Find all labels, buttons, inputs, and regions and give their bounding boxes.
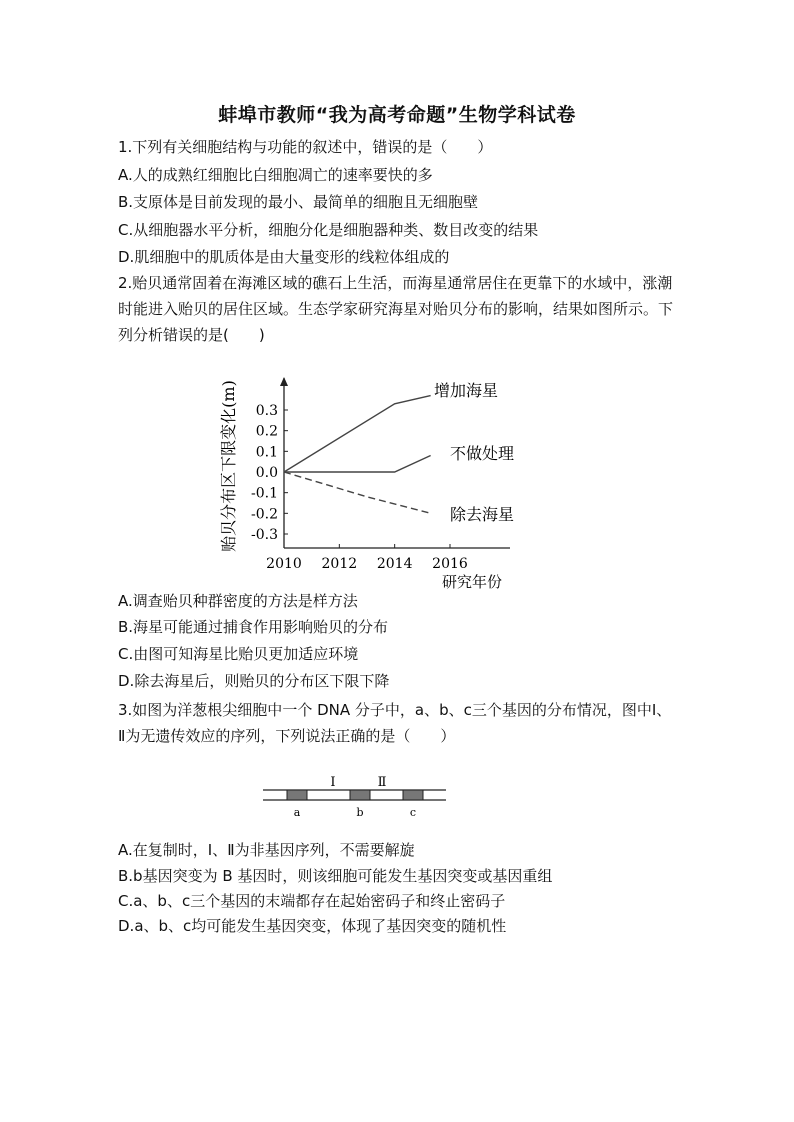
gene-a-block <box>287 790 307 800</box>
y-tick-label: -0.2 <box>251 506 278 523</box>
y-axis-arrow <box>280 377 288 386</box>
q1-option-d: D.肌细胞中的肌质体是由大量变形的线粒体组成的 <box>118 248 450 266</box>
q1-option-a: A.人的成熟红细胞比白细胞凋亡的速率要快的多 <box>118 166 433 184</box>
q3-stem: 3.如图为洋葱根尖细胞中一个 DNA 分子中，a、b、c三个基因的分布情况，图中Ⅰ、Ⅱ为无遗传效应的序列，下列说法正确的是（ ） <box>118 701 672 745</box>
series-line-1 <box>284 396 431 472</box>
q2-option-d: D.除去海星后，则贻贝的分布区下限下降 <box>118 672 390 690</box>
gene-label-c: c <box>409 806 417 819</box>
gene-label-b: b <box>356 806 364 819</box>
q3-option-c: C.a、b、c三个基因的末端都存在起始密码子和终止密码子 <box>118 892 506 910</box>
x-tick-label: 2016 <box>432 556 468 572</box>
x-tick-label: 2014 <box>376 556 413 572</box>
y-tick-label: -0.3 <box>251 527 278 543</box>
q1-stem: 1.下列有关细胞结构与功能的叙述中，错误的是（ ） <box>118 138 493 156</box>
gene-label-a: a <box>293 806 301 819</box>
y-tick-label: 0.1 <box>255 444 278 461</box>
series-line-3 <box>284 472 431 513</box>
gene-b-block <box>350 790 370 800</box>
gene-c-block <box>403 790 423 800</box>
dna-gene-diagram <box>260 772 450 824</box>
q3-option-d: D.a、b、c均可能发生基因突变，体现了基因突变的随机性 <box>118 917 507 935</box>
q2-stem: 2.贻贝通常固着在海滩区域的礁石上生活，而海星通常居住在更靠下的水域中，涨潮时能进入贻贝的居住区域。生态学家研究海星对贻贝分布的影响，结果如图所示。下列分析错误的是( ) <box>118 274 674 344</box>
page-title: 蚌埠市教师“我为高考命题”生物学科试卷 <box>218 104 576 126</box>
q1-option-b: B.支原体是目前发现的最小、最简单的细胞且无细胞壁 <box>118 193 479 211</box>
region-label-1: Ⅰ <box>330 775 336 790</box>
mussel-distribution-chart <box>210 368 550 594</box>
y-tick-label: 0.2 <box>255 423 278 440</box>
x-tick-label: 2010 <box>266 556 302 572</box>
q2-option-a: A.调查贻贝种群密度的方法是样方法 <box>118 592 358 610</box>
series-label-2: 不做处理 <box>450 444 515 463</box>
q2-option-c: C.由图可知海星比贻贝更加适应环境 <box>118 645 359 663</box>
region-label-2: Ⅱ <box>377 775 387 790</box>
x-axis-label: 研究年份 <box>441 573 503 591</box>
q3-option-b: B.b基因突变为 B 基因时，则该细胞可能发生基因突变或基因重组 <box>118 867 553 885</box>
series-label-1: 增加海星 <box>434 381 499 400</box>
y-tick-label: -0.1 <box>251 485 278 502</box>
q1-option-c: C.从细胞器水平分析，细胞分化是细胞器种类、数目改变的结果 <box>118 221 539 239</box>
x-tick-label: 2012 <box>321 556 358 572</box>
series-label-3: 除去海星 <box>450 505 515 524</box>
y-axis-label: 贻贝分布区下限变化(m) <box>219 380 238 552</box>
y-tick-label: 0.0 <box>255 465 278 481</box>
y-tick-label: 0.3 <box>255 403 278 419</box>
q2-option-b: B.海星可能通过捕食作用影响贻贝的分布 <box>118 618 389 636</box>
q3-option-a: A.在复制时，Ⅰ、Ⅱ为非基因序列，不需要解旋 <box>118 841 415 859</box>
